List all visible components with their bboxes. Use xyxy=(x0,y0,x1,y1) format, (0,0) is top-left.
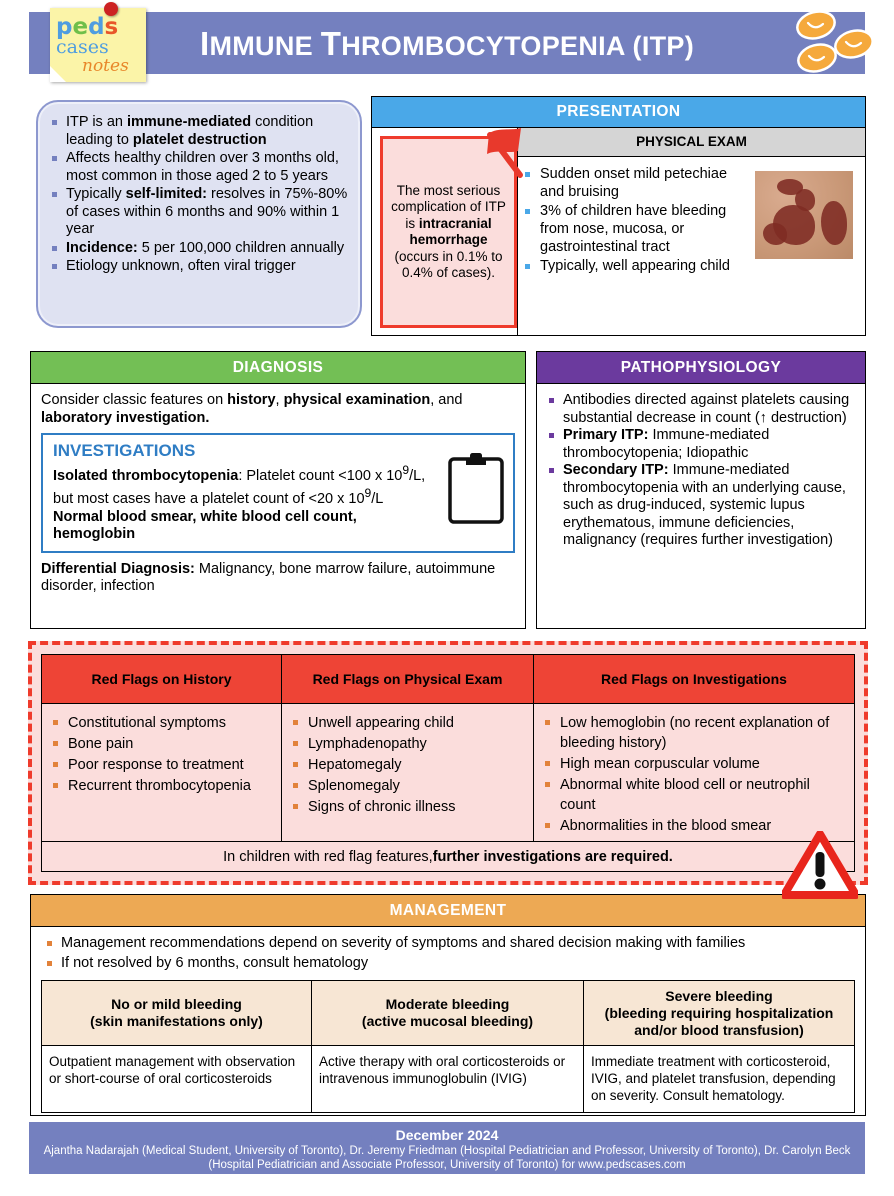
complication-alert-box xyxy=(380,136,517,328)
header-line: (bleeding requiring hospitalization xyxy=(604,1004,834,1021)
gold-coins-icon xyxy=(790,8,876,74)
investigations-text: Isolated thrombocytopenia: Platelet count <100 x $10^9/L$, but most cases have a platelet count of <20 x $10^9/L$ Normal blood smear, white blood cell count, hemoglobin xyxy=(53,463,426,543)
management-title: MANAGEMENT xyxy=(31,895,865,927)
header-line: Moderate bleeding xyxy=(385,996,510,1012)
list-item: Management recommendations depend on severity of symptoms and shared decision making with families xyxy=(41,934,857,953)
list-item: Sudden onset mild petechiae and bruising xyxy=(522,165,753,201)
list-item: Affects healthy children over 3 months old, most common in those aged 2 to 5 years xyxy=(46,150,348,185)
presentation-panel xyxy=(371,96,866,336)
sticky-note-fold xyxy=(50,66,66,82)
diagnosis-panel xyxy=(30,351,526,629)
red-flag-icon xyxy=(476,125,530,181)
header-line: and/or blood transfusion) xyxy=(634,1021,804,1038)
management-table-header-row xyxy=(42,981,854,1045)
list-item: ITP is an immune-mediated condition leading to platelet destruction xyxy=(46,114,348,149)
management-table xyxy=(41,980,855,1113)
physical-exam-bullet-list xyxy=(522,165,753,332)
header-line: Severe bleeding xyxy=(665,987,773,1004)
red-flags-note-plain: In children with red flag features, xyxy=(223,848,433,865)
red-flags-investigations-list xyxy=(542,713,848,836)
diagnosis-title: DIAGNOSIS xyxy=(31,352,525,384)
investigations-title: INVESTIGATIONS xyxy=(53,441,196,460)
logo-peds-text: peds xyxy=(56,14,119,40)
presentation-body xyxy=(372,128,865,336)
red-flags-exam-list xyxy=(290,713,527,817)
column-body xyxy=(42,704,281,841)
page-header xyxy=(29,12,865,74)
list-item: Typically self-limited: resolves in 75%-80% of cases within 6 months and 90% within 1 year xyxy=(46,186,348,239)
column-header: Red Flags on Investigations xyxy=(534,655,854,704)
red-flags-section xyxy=(28,641,868,885)
pathophysiology-panel xyxy=(536,351,866,629)
pathophysiology-title: PATHOPHYSIOLOGY xyxy=(537,352,865,384)
red-flags-history-list xyxy=(50,713,275,796)
table-header-cell xyxy=(312,981,584,1045)
table-header-cell xyxy=(584,981,854,1045)
list-item: Low hemoglobin (no recent explanation of bleeding history) xyxy=(542,713,848,753)
list-item: Signs of chronic illness xyxy=(290,797,527,817)
list-item: Poor response to treatment xyxy=(50,755,275,775)
table-cell: Outpatient management with observation or short-course of oral corticosteroids xyxy=(42,1046,312,1112)
presentation-title: PRESENTATION xyxy=(372,97,865,128)
overview-bullet-list xyxy=(38,102,360,276)
column-header: Red Flags on Physical Exam xyxy=(282,655,533,704)
table-header-cell xyxy=(42,981,312,1045)
footer-credit: Ajantha Nadarajah (Medical Student, University of Toronto), Dr. Jeremy Friedman (Hospital Pediatrician and Professor, University of Toronto), Dr. Carolyn Beck (Hospital Pediatrician and Associate Professor, University of Toronto) for www.pedscases.com xyxy=(43,1145,851,1171)
page-title: IMMUNE THROMBOCYTOPENIA (ITP) xyxy=(199,24,695,62)
diagnosis-intro-text: Consider classic features on history, physical examination, and laboratory investigation. xyxy=(41,392,463,426)
column-header: Red Flags on History xyxy=(42,655,281,704)
red-flags-column-physical-exam xyxy=(282,655,534,841)
list-item: Bone pain xyxy=(50,734,275,754)
differential-diagnosis-text: Differential Diagnosis: Malignancy, bone marrow failure, autoimmune disorder, infection xyxy=(41,560,496,595)
page-footer xyxy=(29,1122,865,1174)
column-body xyxy=(534,704,854,841)
management-bullet-list xyxy=(31,927,865,978)
list-item: Hepatomegaly xyxy=(290,755,527,775)
header-line: (active mucosal bleeding) xyxy=(361,1013,534,1029)
red-flags-note-bold: further investigations are required. xyxy=(432,848,673,865)
list-item: Antibodies directed against platelets causing substantial decrease in count (↑ destruction) xyxy=(543,392,857,427)
physical-exam-section xyxy=(517,128,865,336)
header-line: No or mild bleeding xyxy=(111,996,242,1012)
pedscases-logo xyxy=(42,2,154,86)
table-cell: Immediate treatment with corticosteroid, IVIG, and platelet transfusion, depending on severity. Consult hematology. xyxy=(591,1054,836,1103)
management-panel xyxy=(30,894,866,1116)
list-item: Etiology unknown, often viral trigger xyxy=(46,258,348,276)
footer-date: December 2024 xyxy=(395,1127,499,1143)
red-flags-column-investigations xyxy=(534,655,854,841)
list-item: Unwell appearing child xyxy=(290,713,527,733)
red-flags-inner xyxy=(41,654,855,872)
list-item: Secondary ITP: Immune-mediated thrombocytopenia with an underlying cause, such as drug-induced, systemic lupus erythematous, immune deficiencies, malignancy (requires further investigation) xyxy=(543,462,857,550)
column-body xyxy=(282,704,533,841)
complication-alert-text: The most serious complication of ITP is intracranial hemorrhage (occurs in 0.1% to 0.4% of cases). xyxy=(391,182,506,280)
investigations-box xyxy=(41,433,515,553)
list-item: Primary ITP: Immune-mediated thrombocytopenia; Idiopathic xyxy=(543,427,857,462)
red-flags-table xyxy=(42,655,854,842)
list-item: High mean corpuscular volume xyxy=(542,754,848,774)
warning-triangle-icon xyxy=(782,831,858,899)
list-item: Lymphadenopathy xyxy=(290,734,527,754)
red-flags-column-history xyxy=(42,655,282,841)
overview-box xyxy=(36,100,362,328)
red-flags-note xyxy=(42,842,854,871)
pathophysiology-bullet-list xyxy=(537,384,865,550)
header-line: (skin manifestations only) xyxy=(90,1013,263,1029)
list-item: Abnormal white blood cell or neutrophil count xyxy=(542,775,848,815)
table-cell: Active therapy with oral corticosteroids or intravenous immunoglobulin (IVIG) xyxy=(312,1046,584,1112)
list-item: Abnormalities in the blood smear xyxy=(542,816,848,836)
list-item: Incidence: 5 per 100,000 children annually xyxy=(46,240,348,258)
table-row xyxy=(42,1045,854,1112)
list-item: Typically, well appearing child xyxy=(522,257,753,275)
petechiae-photo xyxy=(755,171,853,259)
list-item: 3% of children have bleeding from nose, mucosa, or gastrointestinal tract xyxy=(522,202,753,256)
clipboard-icon xyxy=(447,451,505,525)
physical-exam-body xyxy=(518,157,865,336)
list-item: Constitutional symptoms xyxy=(50,713,275,733)
list-item: Recurrent thrombocytopenia xyxy=(50,776,275,796)
logo-cases-text: cases xyxy=(56,36,109,58)
physical-exam-title: PHYSICAL EXAM xyxy=(518,128,865,157)
list-item: Splenomegaly xyxy=(290,776,527,796)
logo-notes-text: notes xyxy=(82,56,129,76)
list-item: If not resolved by 6 months, consult hematology xyxy=(41,954,857,973)
